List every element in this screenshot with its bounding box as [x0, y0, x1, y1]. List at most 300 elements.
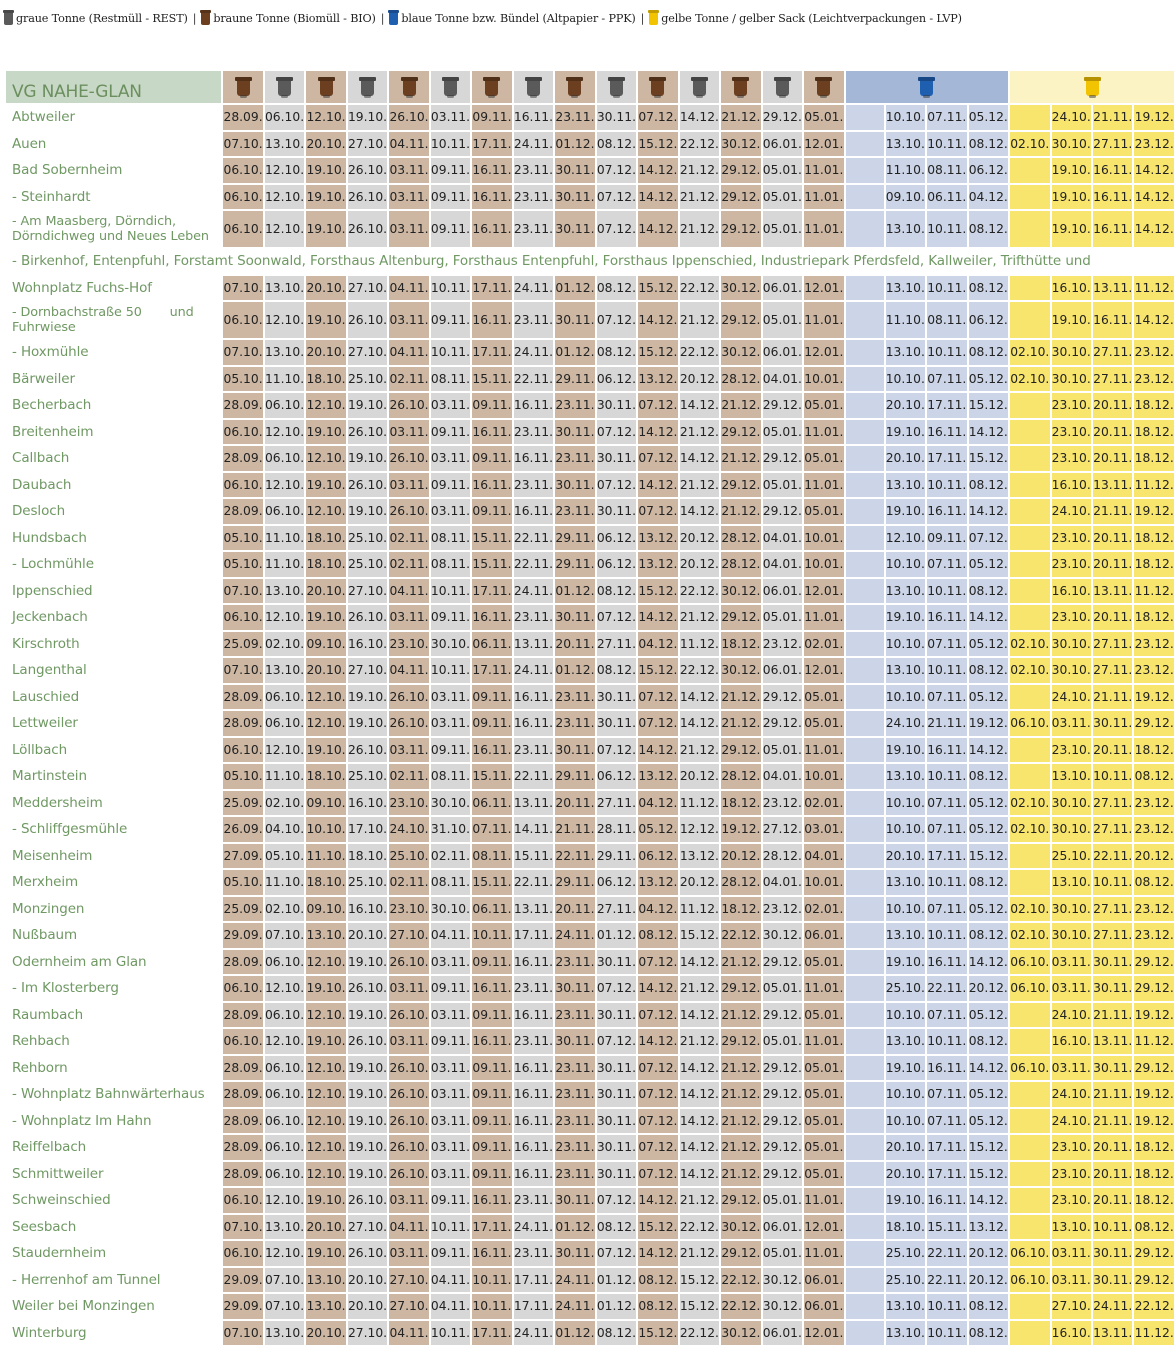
yellow-pickup-date: [1010, 844, 1049, 869]
blue-pickup-date: 10.10.: [886, 1082, 925, 1107]
brown-pickup-date: 22.12.: [721, 1268, 760, 1293]
yellow-column-header: [1010, 71, 1174, 103]
brown-pickup-date: 16.11.: [472, 1188, 511, 1213]
brown-pickup-date: 26.10.: [389, 1056, 428, 1081]
yellow-pickup-date: [1010, 685, 1049, 710]
brown-pickup-date: 25.09.: [223, 791, 262, 816]
brown-column-header: [306, 71, 345, 103]
brown-pickup-date: 10.01.: [804, 526, 843, 551]
yellow-pickup-date: 23.10.: [1052, 738, 1091, 763]
grey-column-header: [348, 71, 387, 103]
grey-pickup-date: 21.12.: [680, 158, 719, 183]
brown-pickup-date: 10.01.: [804, 552, 843, 577]
grey-pickup-date: 30.11.: [597, 1003, 636, 1028]
location-name: Monzingen: [12, 900, 85, 917]
legend-item: [201, 11, 375, 25]
blue-pickup-date: 15.11.: [927, 1215, 966, 1240]
grey-pickup-date: 29.12.: [763, 950, 802, 975]
grey-pickup-date: 26.10.: [348, 738, 387, 763]
brown-pickup-date: 10.11.: [472, 1268, 511, 1293]
blue-pickup-date: 13.10.: [886, 276, 925, 301]
blue-pickup-date: 10.11.: [927, 340, 966, 365]
brown-pickup-date: 16.11.: [472, 1241, 511, 1266]
grey-pickup-date: 27.10.: [348, 340, 387, 365]
grey-pickup-date: 09.11.: [431, 420, 470, 445]
yellow-pickup-date: 08.12.: [1134, 870, 1174, 895]
grey-pickup-date: 22.12.: [680, 132, 719, 157]
brown-pickup-date: 05.10.: [223, 552, 262, 577]
yellow-pickup-date: 02.10.: [1010, 340, 1049, 365]
brown-pickup-date: 09.10.: [306, 632, 345, 657]
brown-pickup-date: 12.10.: [306, 1135, 345, 1160]
grey-pickup-date: 29.12.: [763, 711, 802, 736]
brown-pickup-date: 14.12.: [638, 738, 677, 763]
yellow-pickup-date: 30.10.: [1052, 658, 1091, 683]
grey-pickup-date: 08.12.: [597, 579, 636, 604]
brown-pickup-date: 26.09.: [223, 817, 262, 842]
grey-pickup-date: 04.01.: [763, 870, 802, 895]
yellow-pickup-date: [1010, 302, 1049, 338]
location-name: - Am Maasberg, Dörndich, Dörndichweg und Neues Leben: [12, 214, 209, 244]
grey-pickup-date: 16.10.: [348, 632, 387, 657]
grey-pickup-date: 23.11.: [514, 185, 553, 210]
grey-pickup-date: 09.11.: [431, 738, 470, 763]
brown-pickup-date: 02.11.: [389, 870, 428, 895]
table-title: VG NAHE-GLAN: [6, 71, 221, 103]
brown-pickup-date: 07.10.: [223, 1215, 262, 1240]
brown-pickup-date: 03.11.: [389, 738, 428, 763]
yellow-pickup-date: 19.10.: [1052, 302, 1091, 338]
grey-pickup-date: 07.12.: [597, 473, 636, 498]
brown-pickup-date: 15.12.: [638, 1321, 677, 1346]
brown-pickup-date: 06.10.: [223, 211, 262, 247]
blue-pickup-date: 13.10.: [886, 579, 925, 604]
table-row: [6, 302, 1174, 338]
location-name: Kirschroth: [12, 635, 80, 652]
grey-pickup-date: 04.10.: [265, 817, 304, 842]
location-name: Lauschied: [12, 688, 80, 705]
blue-pickup-date: 13.10.: [886, 1029, 925, 1054]
blue-pickup-date: [846, 393, 884, 418]
brown-pickup-date: 01.12.: [555, 579, 594, 604]
blue-pickup-date: [846, 340, 884, 365]
brown-pickup-date: 28.12.: [721, 552, 760, 577]
location-name: Schmittweiler: [12, 1165, 104, 1182]
brown-pickup-date: 19.10.: [306, 1241, 345, 1266]
brown-pickup-date: 24.10.: [389, 817, 428, 842]
brown-pickup-date: 23.11.: [555, 685, 594, 710]
grey-pickup-date: 29.12.: [763, 1162, 802, 1187]
grey-pickup-date: 09.11.: [431, 473, 470, 498]
grey-pickup-date: 04.01.: [763, 552, 802, 577]
brown-pickup-date: 24.11.: [555, 1268, 594, 1293]
grey-pickup-date: 06.01.: [763, 276, 802, 301]
blue-pickup-date: 17.11.: [927, 393, 966, 418]
brown-pickup-date: 30.11.: [555, 473, 594, 498]
legend-separator: |: [192, 11, 197, 25]
blue-pickup-date: 17.11.: [927, 446, 966, 471]
yellow-pickup-date: [1010, 764, 1049, 789]
brown-pickup-date: 03.11.: [389, 158, 428, 183]
brown-pickup-date: 23.11.: [555, 1162, 594, 1187]
yellow-pickup-date: 23.10.: [1052, 393, 1091, 418]
brown-pickup-date: 13.12.: [638, 367, 677, 392]
blue-pickup-date: 13.10.: [886, 764, 925, 789]
location-name: Merxheim: [12, 874, 79, 891]
blue-pickup-date: 10.10.: [886, 552, 925, 577]
yellow-pickup-date: 16.10.: [1052, 1321, 1091, 1346]
grey-pickup-date: 26.10.: [348, 420, 387, 445]
blue-pickup-date: 10.11.: [927, 276, 966, 301]
grey-pickup-date: 16.11.: [514, 685, 553, 710]
brown-pickup-date: 21.12.: [721, 1135, 760, 1160]
yellow-pickup-date: 14.12.: [1134, 302, 1174, 338]
grey-pickup-date: 20.12.: [680, 764, 719, 789]
yellow-pickup-date: 21.11.: [1093, 105, 1132, 130]
brown-pickup-date: 07.12.: [638, 1082, 677, 1107]
brown-pickup-date: 30.11.: [555, 1241, 594, 1266]
grey-pickup-date: 22.12.: [680, 658, 719, 683]
brown-pickup-date: 30.11.: [555, 420, 594, 445]
yellow-pickup-date: [1010, 105, 1049, 130]
brown-pickup-date: 17.11.: [472, 276, 511, 301]
grey-pickup-date: 25.10.: [348, 552, 387, 577]
yellow-pickup-date: 19.12.: [1134, 499, 1174, 524]
yellow-pickup-date: 24.10.: [1052, 499, 1091, 524]
brown-pickup-date: 01.12.: [555, 1215, 594, 1240]
yellow-pickup-date: 20.11.: [1093, 446, 1132, 471]
grey-pickup-date: 17.11.: [514, 923, 553, 948]
grey-pickup-date: 06.10.: [265, 711, 304, 736]
blue-pickup-date: 13.10.: [886, 923, 925, 948]
table-row: [6, 1321, 1174, 1346]
brown-pickup-date: 07.12.: [638, 393, 677, 418]
grey-pickup-date: 15.12.: [680, 1294, 719, 1319]
location-name: Nußbaum: [12, 927, 78, 944]
grey-pickup-date: 08.12.: [597, 1215, 636, 1240]
grey-pickup-date: 23.12.: [763, 791, 802, 816]
brown-pickup-date: 20.11.: [555, 632, 594, 657]
grey-pickup-date: 07.10.: [265, 1268, 304, 1293]
brown-pickup-date: 20.10.: [306, 658, 345, 683]
brown-pickup-date: 11.01.: [804, 605, 843, 630]
brown-pickup-date: 30.11.: [555, 185, 594, 210]
brown-pickup-date: 16.11.: [472, 158, 511, 183]
brown-pickup-date: 03.11.: [389, 976, 428, 1001]
grey-pickup-date: 01.12.: [597, 1268, 636, 1293]
grey-pickup-date: 06.10.: [265, 685, 304, 710]
grey-pickup-date: 22.12.: [680, 579, 719, 604]
grey-pickup-date: 16.11.: [514, 105, 553, 130]
yellow-pickup-date: 16.11.: [1093, 185, 1132, 210]
yellow-pickup-date: [1010, 499, 1049, 524]
yellow-pickup-date: 08.12.: [1134, 764, 1174, 789]
blue-pickup-date: [846, 302, 884, 338]
brown-pickup-date: 04.12.: [638, 632, 677, 657]
grey-pickup-date: 30.10.: [431, 632, 470, 657]
brown-pickup-date: 04.11.: [389, 658, 428, 683]
yellow-pickup-date: 23.12.: [1134, 897, 1174, 922]
blue-pickup-date: 07.11.: [927, 552, 966, 577]
yellow-pickup-date: 23.12.: [1134, 817, 1174, 842]
grey-pickup-date: 30.11.: [597, 105, 636, 130]
yellow-pickup-date: 23.12.: [1134, 367, 1174, 392]
blue-pickup-date: 14.12.: [969, 420, 1008, 445]
yellow-pickup-date: [1010, 393, 1049, 418]
brown-pickup-date: 21.12.: [721, 1003, 760, 1028]
brown-pickup-date: 26.10.: [389, 685, 428, 710]
brown-pickup-date: 03.11.: [389, 1188, 428, 1213]
blue-bin-icon: [389, 11, 398, 25]
location-name: Wohnplatz Fuchs-Hof: [12, 279, 152, 296]
yellow-pickup-date: 03.11.: [1052, 1268, 1091, 1293]
grey-pickup-date: 08.12.: [597, 132, 636, 157]
grey-pickup-date: 11.10.: [265, 870, 304, 895]
brown-pickup-date: 09.10.: [306, 897, 345, 922]
yellow-pickup-date: 30.10.: [1052, 340, 1091, 365]
brown-pickup-date: 17.11.: [472, 1215, 511, 1240]
yellow-pickup-date: 22.11.: [1093, 844, 1132, 869]
grey-pickup-date: 09.11.: [431, 302, 470, 338]
grey-bin-icon: [776, 79, 789, 96]
grey-pickup-date: 06.12.: [597, 367, 636, 392]
brown-pickup-date: 28.09.: [223, 105, 262, 130]
blue-pickup-date: 16.11.: [927, 1188, 966, 1213]
grey-pickup-date: 14.12.: [680, 446, 719, 471]
grey-pickup-date: 19.10.: [348, 393, 387, 418]
brown-pickup-date: 29.11.: [555, 764, 594, 789]
grey-pickup-date: 23.11.: [514, 158, 553, 183]
brown-pickup-date: 01.12.: [555, 340, 594, 365]
yellow-pickup-date: 19.10.: [1052, 185, 1091, 210]
location-name: Rehborn: [12, 1059, 68, 1076]
grey-pickup-date: 11.10.: [265, 764, 304, 789]
blue-pickup-date: 14.12.: [969, 499, 1008, 524]
yellow-pickup-date: 23.10.: [1052, 1162, 1091, 1187]
location-name: - Wohnplatz Bahnwärterhaus: [12, 1086, 205, 1103]
yellow-pickup-date: 14.12.: [1134, 158, 1174, 183]
brown-pickup-date: 10.01.: [804, 870, 843, 895]
yellow-pickup-date: 20.11.: [1093, 526, 1132, 551]
brown-pickup-date: 03.11.: [389, 605, 428, 630]
grey-pickup-date: 07.12.: [597, 185, 636, 210]
blue-pickup-date: 07.11.: [927, 791, 966, 816]
blue-pickup-date: 08.12.: [969, 764, 1008, 789]
brown-pickup-date: 09.11.: [472, 393, 511, 418]
brown-pickup-date: 09.11.: [472, 1109, 511, 1134]
grey-pickup-date: 29.12.: [763, 1082, 802, 1107]
yellow-pickup-date: 24.10.: [1052, 1003, 1091, 1028]
brown-pickup-date: 05.01.: [804, 1003, 843, 1028]
location-name: - Hoxmühle: [12, 344, 89, 361]
grey-pickup-date: 23.11.: [514, 738, 553, 763]
grey-pickup-date: 13.10.: [265, 658, 304, 683]
brown-pickup-date: 26.10.: [389, 1082, 428, 1107]
brown-pickup-date: 28.09.: [223, 685, 262, 710]
yellow-pickup-date: 06.10.: [1010, 711, 1049, 736]
brown-pickup-date: 23.11.: [555, 393, 594, 418]
grey-pickup-date: 30.11.: [597, 685, 636, 710]
blue-pickup-date: 10.11.: [927, 1321, 966, 1346]
yellow-pickup-date: [1010, 276, 1049, 301]
blue-pickup-date: 08.11.: [927, 302, 966, 338]
yellow-pickup-date: [1010, 1321, 1049, 1346]
grey-pickup-date: 27.12.: [763, 817, 802, 842]
yellow-pickup-date: 23.10.: [1052, 552, 1091, 577]
grey-pickup-date: 06.10.: [265, 105, 304, 130]
brown-pickup-date: 12.10.: [306, 685, 345, 710]
brown-pickup-date: 03.11.: [389, 473, 428, 498]
brown-pickup-date: 02.01.: [804, 632, 843, 657]
grey-pickup-date: 23.11.: [514, 976, 553, 1001]
brown-pickup-date: 08.12.: [638, 923, 677, 948]
brown-pickup-date: 12.10.: [306, 446, 345, 471]
grey-pickup-date: 16.11.: [514, 950, 553, 975]
grey-pickup-date: 20.12.: [680, 870, 719, 895]
blue-pickup-date: 10.11.: [927, 923, 966, 948]
brown-pickup-date: 12.01.: [804, 276, 843, 301]
brown-bin-icon: [403, 79, 416, 96]
grey-pickup-date: 27.10.: [348, 132, 387, 157]
brown-pickup-date: 29.12.: [721, 302, 760, 338]
blue-pickup-date: [846, 976, 884, 1001]
brown-pickup-date: 07.12.: [638, 105, 677, 130]
brown-pickup-date: 02.11.: [389, 764, 428, 789]
table-row: [6, 132, 1174, 157]
grey-pickup-date: 16.11.: [514, 1056, 553, 1081]
brown-pickup-date: 06.01.: [804, 1294, 843, 1319]
yellow-pickup-date: 21.11.: [1093, 1082, 1132, 1107]
grey-pickup-date: 20.12.: [680, 552, 719, 577]
blue-pickup-date: [846, 817, 884, 842]
blue-pickup-date: [846, 764, 884, 789]
yellow-pickup-date: 13.10.: [1052, 870, 1091, 895]
grey-pickup-date: 10.11.: [431, 276, 470, 301]
blue-pickup-date: 24.10.: [886, 711, 925, 736]
grey-pickup-date: 29.12.: [763, 1003, 802, 1028]
grey-pickup-date: 09.11.: [431, 158, 470, 183]
brown-pickup-date: 23.11.: [555, 950, 594, 975]
grey-pickup-date: 12.10.: [265, 738, 304, 763]
brown-pickup-date: 07.12.: [638, 1056, 677, 1081]
brown-pickup-date: 13.12.: [638, 870, 677, 895]
yellow-pickup-date: 23.10.: [1052, 526, 1091, 551]
grey-pickup-date: 23.11.: [514, 605, 553, 630]
brown-pickup-date: 20.10.: [306, 579, 345, 604]
grey-pickup-date: 06.10.: [265, 1162, 304, 1187]
yellow-pickup-date: 23.12.: [1134, 791, 1174, 816]
grey-pickup-date: 24.11.: [514, 579, 553, 604]
brown-pickup-date: 12.10.: [306, 1162, 345, 1187]
grey-pickup-date: 26.10.: [348, 473, 387, 498]
blue-pickup-date: 05.12.: [969, 897, 1008, 922]
brown-pickup-date: 14.12.: [638, 302, 677, 338]
brown-pickup-date: 27.09.: [223, 844, 262, 869]
grey-pickup-date: 11.10.: [265, 552, 304, 577]
brown-pickup-date: 12.01.: [804, 340, 843, 365]
legend-label: graue Tonne (Restmüll - REST): [16, 11, 188, 25]
brown-pickup-date: 29.11.: [555, 526, 594, 551]
table-row: [6, 658, 1174, 683]
grey-pickup-date: 30.11.: [597, 950, 636, 975]
grey-pickup-date: 07.10.: [265, 1294, 304, 1319]
grey-pickup-date: 02.11.: [431, 844, 470, 869]
brown-pickup-date: 18.12.: [721, 791, 760, 816]
yellow-pickup-date: [1010, 211, 1049, 247]
brown-pickup-date: 21.12.: [721, 711, 760, 736]
grey-pickup-date: 03.11.: [431, 499, 470, 524]
brown-pickup-date: 28.09.: [223, 1082, 262, 1107]
brown-pickup-date: 07.12.: [638, 1135, 677, 1160]
brown-pickup-date: 19.10.: [306, 158, 345, 183]
yellow-pickup-date: 23.10.: [1052, 1188, 1091, 1213]
brown-pickup-date: 12.10.: [306, 1082, 345, 1107]
brown-pickup-date: 23.11.: [555, 1135, 594, 1160]
brown-pickup-date: 30.12.: [721, 579, 760, 604]
grey-pickup-date: 06.10.: [265, 1003, 304, 1028]
location-name: Abtweiler: [12, 109, 75, 126]
brown-pickup-date: 05.01.: [804, 446, 843, 471]
legend-item: [649, 11, 962, 25]
brown-pickup-date: 21.12.: [721, 1082, 760, 1107]
grey-pickup-date: 21.12.: [680, 1241, 719, 1266]
yellow-pickup-date: 03.11.: [1052, 711, 1091, 736]
brown-pickup-date: 20.11.: [555, 791, 594, 816]
brown-pickup-date: 13.10.: [306, 1268, 345, 1293]
brown-pickup-date: 14.12.: [638, 1029, 677, 1054]
brown-pickup-date: 15.12.: [638, 1215, 677, 1240]
brown-pickup-date: 28.12.: [721, 526, 760, 551]
blue-pickup-date: 07.11.: [927, 367, 966, 392]
brown-pickup-date: 28.09.: [223, 1135, 262, 1160]
brown-pickup-date: 07.12.: [638, 1003, 677, 1028]
grey-pickup-date: 10.11.: [431, 1215, 470, 1240]
blue-bin-icon: [920, 79, 933, 96]
location-name: Hundsbach: [12, 529, 87, 546]
brown-pickup-date: 27.10.: [389, 923, 428, 948]
brown-pickup-date: 11.01.: [804, 473, 843, 498]
brown-pickup-date: 20.10.: [306, 1321, 345, 1346]
grey-pickup-date: 09.11.: [431, 211, 470, 247]
brown-pickup-date: 06.10.: [223, 302, 262, 338]
location-name: Staudernheim: [12, 1245, 106, 1262]
brown-pickup-date: 09.11.: [472, 1056, 511, 1081]
grey-pickup-date: 03.11.: [431, 1109, 470, 1134]
collection-schedule-table: [4, 69, 1176, 1347]
brown-pickup-date: 01.12.: [555, 658, 594, 683]
brown-pickup-date: 30.11.: [555, 1029, 594, 1054]
blue-pickup-date: 10.10.: [886, 1109, 925, 1134]
grey-pickup-date: 10.11.: [431, 340, 470, 365]
brown-pickup-date: 16.11.: [472, 420, 511, 445]
grey-pickup-date: 31.10.: [431, 817, 470, 842]
grey-pickup-date: 19.10.: [348, 1056, 387, 1081]
blue-pickup-date: 13.10.: [886, 658, 925, 683]
grey-pickup-date: 06.10.: [265, 393, 304, 418]
blue-pickup-date: 07.11.: [927, 1003, 966, 1028]
brown-pickup-date: 14.12.: [638, 420, 677, 445]
yellow-pickup-date: [1010, 552, 1049, 577]
yellow-pickup-date: 11.12.: [1134, 473, 1174, 498]
brown-pickup-date: 23.11.: [555, 1109, 594, 1134]
grey-pickup-date: 12.10.: [265, 302, 304, 338]
grey-pickup-date: 30.11.: [597, 1082, 636, 1107]
blue-pickup-date: 13.10.: [886, 870, 925, 895]
brown-pickup-date: 06.10.: [223, 605, 262, 630]
grey-pickup-date: 16.11.: [514, 711, 553, 736]
grey-pickup-date: 11.12.: [680, 632, 719, 657]
brown-pickup-date: 30.11.: [555, 211, 594, 247]
